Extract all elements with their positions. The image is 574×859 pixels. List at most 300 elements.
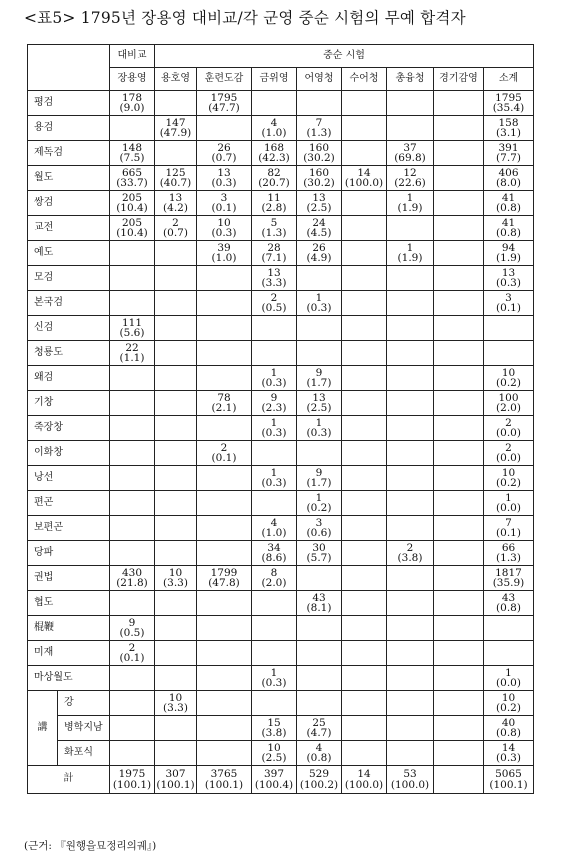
table-row [28,166,534,191]
percent-value: (2.1) [211,402,237,414]
empty-cell [434,691,484,716]
row-label: 기창 [28,391,110,416]
empty-cell [434,316,484,341]
percent-value: (1.7) [306,477,332,489]
percent-value: (0.2) [496,702,521,714]
empty-cell [434,541,484,566]
empty-cell [197,591,252,616]
row-label: 강 [58,691,110,716]
percent-value: (1.1) [119,352,145,364]
empty-cell [110,416,155,441]
value-cell [484,291,534,316]
empty-cell [155,491,197,516]
percent-value: (0.7) [211,152,237,164]
value-cell [197,216,252,241]
empty-cell [155,591,197,616]
percent-value: (0.3) [496,277,521,289]
percent-value: (0.1) [496,527,521,539]
percent-value: (47.7) [208,102,240,114]
count-value: 24 [312,216,326,229]
empty-cell [110,691,155,716]
column-header: 경기감영 [434,68,484,91]
empty-cell [252,691,297,716]
percent-value: (0.3) [496,752,521,764]
percent-value: (100.0) [390,778,430,791]
count-value: 1795 [495,91,522,104]
count-value: 82 [267,166,281,179]
row-label: 화포식 [58,741,110,766]
empty-cell [387,91,434,116]
value-cell [155,166,197,191]
percent-value: (20.7) [258,177,290,189]
table-row [28,341,534,366]
row-label: 보편곤 [28,516,110,541]
percent-value: (7.7) [496,152,521,164]
count-value: 125 [165,166,186,179]
value-cell [484,491,534,516]
value-cell [297,516,342,541]
empty-cell [297,441,342,466]
group-header-jungsun: 중순 시험 [155,45,534,68]
empty-cell [387,116,434,141]
empty-cell [110,491,155,516]
empty-cell [155,416,197,441]
count-value: 34 [267,541,281,554]
value-cell [484,591,534,616]
percent-value: (0.5) [119,627,145,639]
count-value: 13 [267,266,281,279]
count-value: 3 [220,191,228,204]
empty-cell [110,291,155,316]
empty-cell [197,416,252,441]
empty-cell [434,341,484,366]
value-cell [484,91,534,116]
results-table [27,44,534,794]
value-cell [297,191,342,216]
table-row [28,641,534,666]
percent-value: (100.1) [156,778,195,791]
percent-value: (0.5) [261,302,287,314]
count-value: 9 [315,466,323,479]
empty-cell [197,741,252,766]
empty-cell [434,666,484,691]
count-value: 391 [498,141,519,154]
value-cell [484,241,534,266]
empty-cell [155,541,197,566]
empty-cell [434,741,484,766]
value-cell [252,741,297,766]
value-cell [484,466,534,491]
value-cell [297,466,342,491]
group-header-daebigyo: 대비교 [110,45,155,68]
table-row [28,541,534,566]
empty-cell [342,616,387,641]
empty-cell [297,91,342,116]
value-cell [297,291,342,316]
value-cell [252,116,297,141]
percent-value: (1.9) [496,252,521,264]
empty-cell [342,591,387,616]
empty-cell [110,116,155,141]
empty-cell [434,516,484,541]
count-value: 2 [505,416,512,429]
value-cell [252,416,297,441]
percent-value: (100.0) [344,177,384,189]
row-label: 편곤 [28,491,110,516]
value-cell [484,366,534,391]
percent-value: (0.3) [211,177,237,189]
value-cell [297,541,342,566]
count-value: 178 [121,91,143,104]
value-cell [387,141,434,166]
count-value: 1 [270,666,278,679]
total-row [28,766,534,794]
empty-cell [252,491,297,516]
row-label: 청룡도 [28,341,110,366]
percent-value: (0.8) [496,202,521,214]
value-cell [155,566,197,591]
count-value: 3765 [210,768,238,780]
percent-value: (0.3) [306,427,332,439]
count-value: 13 [168,191,183,204]
value-cell [110,616,155,641]
empty-cell [434,391,484,416]
count-value: 10 [267,741,281,754]
row-label: 본국검 [28,291,110,316]
empty-cell [110,441,155,466]
empty-cell [155,266,197,291]
value-cell [297,766,342,794]
value-cell [484,141,534,166]
empty-cell [434,641,484,666]
empty-cell [252,316,297,341]
value-cell [110,141,155,166]
empty-cell [342,291,387,316]
value-cell [252,566,297,591]
row-label: 棍鞭 [28,616,110,641]
count-value: 205 [121,191,143,204]
count-value: 15 [267,716,281,729]
percent-value: (1.0) [261,127,287,139]
percent-value: (1.0) [211,252,237,264]
percent-value: (69.8) [394,152,426,164]
percent-value: (5.6) [119,327,145,339]
empty-cell [342,691,387,716]
empty-cell [252,441,297,466]
percent-value: (0.2) [306,502,332,514]
count-value: 78 [217,391,231,404]
percent-value: (22.6) [394,177,426,189]
count-value: 4 [270,516,278,529]
value-cell [110,191,155,216]
row-label: 평검 [28,91,110,116]
count-value: 529 [308,768,330,780]
value-cell [387,166,434,191]
empty-cell [387,466,434,491]
percent-value: (3.8) [261,727,287,739]
value-cell [252,716,297,741]
empty-cell [387,516,434,541]
empty-cell [387,316,434,341]
percent-value: (100.1) [204,778,244,791]
count-value: 1 [505,491,512,504]
count-value: 1 [406,241,414,254]
empty-cell [434,241,484,266]
value-cell [197,141,252,166]
percent-value: (0.3) [261,677,287,689]
percent-value: (4.2) [163,202,188,214]
empty-cell [155,341,197,366]
percent-value: (2.5) [261,752,287,764]
count-value: 665 [121,166,143,179]
empty-cell [110,466,155,491]
count-value: 41 [501,191,516,204]
table-row [28,91,534,116]
row-label: 왜검 [28,366,110,391]
empty-cell [297,566,342,591]
percent-value: (8.0) [496,177,521,189]
empty-cell [155,316,197,341]
table-row [28,466,534,491]
percent-value: (0.0) [496,502,521,514]
empty-cell [434,216,484,241]
count-value: 160 [308,166,330,179]
empty-cell [342,191,387,216]
count-value: 14 [357,166,371,179]
value-cell [252,266,297,291]
count-value: 3 [505,291,512,304]
count-value: 2 [406,541,414,554]
empty-cell [342,716,387,741]
percent-value: (0.2) [496,477,521,489]
empty-cell [387,266,434,291]
value-cell [110,166,155,191]
empty-cell [110,266,155,291]
percent-value: (0.3) [261,427,287,439]
row-label: 모검 [28,266,110,291]
table-row [28,566,534,591]
count-value: 30 [312,541,326,554]
count-value: 2 [505,441,512,454]
count-value: 41 [501,216,516,229]
empty-cell [434,466,484,491]
count-value: 100 [498,391,519,404]
count-value: 430 [121,566,143,579]
count-value: 40 [501,716,516,729]
total-label: 計 [28,766,110,794]
empty-cell [484,316,534,341]
count-value: 1795 [210,91,238,104]
value-cell [297,166,342,191]
count-value: 53 [403,768,417,780]
empty-cell [155,516,197,541]
row-label: 미재 [28,641,110,666]
row-label: 월도 [28,166,110,191]
percent-value: (42.3) [258,152,290,164]
percent-value: (8.1) [306,602,332,614]
percent-value: (100.2) [299,778,339,791]
table-row [28,216,534,241]
empty-cell [342,316,387,341]
empty-cell [155,366,197,391]
empty-cell [110,591,155,616]
percent-value: (0.0) [496,677,521,689]
value-cell [484,116,534,141]
count-value: 168 [263,141,285,154]
table-title: <표5> 1795년 장용영 대비교/각 군영 중순 시험의 무예 합격자 [24,9,466,27]
row-label: 용검 [28,116,110,141]
percent-value: (2.0) [496,402,521,414]
empty-cell [110,391,155,416]
percent-value: (7.5) [119,152,145,164]
percent-value: (21.8) [116,577,148,589]
value-cell [484,166,534,191]
table-row [28,616,534,641]
value-cell [197,766,252,794]
empty-cell [434,716,484,741]
value-cell [387,541,434,566]
value-cell [252,666,297,691]
percent-value: (1.9) [397,252,423,264]
percent-value: (100.1) [112,778,152,791]
value-cell [155,216,197,241]
value-cell [297,716,342,741]
count-value: 406 [498,166,519,179]
count-value: 10 [501,466,516,479]
column-header: 장용영 [110,68,155,91]
percent-value: (10.4) [116,227,148,239]
value-cell [484,716,534,741]
value-cell [484,391,534,416]
count-value: 10 [501,366,516,379]
count-value: 1975 [118,768,146,780]
percent-value: (2.5) [306,402,332,414]
count-value: 39 [217,241,231,254]
value-cell [387,241,434,266]
count-value: 26 [312,241,326,254]
empty-cell [484,641,534,666]
count-value: 1 [315,416,323,429]
value-cell [484,766,534,794]
row-label: 병학지남 [58,716,110,741]
empty-cell [342,366,387,391]
count-value: 94 [501,241,516,254]
count-value: 111 [121,316,143,329]
empty-cell [197,691,252,716]
count-value: 43 [501,591,516,604]
table-row [28,716,534,741]
count-value: 397 [263,768,285,780]
value-cell [484,566,534,591]
percent-value: (2.8) [261,202,287,214]
percent-value: (1.0) [261,527,287,539]
value-cell [155,191,197,216]
empty-cell [197,366,252,391]
empty-cell [155,441,197,466]
count-value: 25 [312,716,326,729]
value-cell [297,141,342,166]
row-label: 쌍검 [28,191,110,216]
value-cell [252,766,297,794]
value-cell [110,641,155,666]
count-value: 14 [501,741,516,754]
percent-value: (0.1) [211,202,237,214]
value-cell [252,516,297,541]
row-label: 신검 [28,316,110,341]
empty-cell [197,516,252,541]
percent-value: (2.5) [306,202,332,214]
empty-cell [197,641,252,666]
value-cell [484,516,534,541]
empty-cell [387,716,434,741]
value-cell [197,91,252,116]
value-cell [110,766,155,794]
empty-cell [434,166,484,191]
percent-value: (1.3) [261,227,287,239]
empty-cell [387,666,434,691]
table-row [28,366,534,391]
empty-cell [434,441,484,466]
empty-cell [110,541,155,566]
value-cell [297,491,342,516]
row-label: 교전 [28,216,110,241]
percent-value: (0.1) [211,452,237,464]
value-cell [342,766,387,794]
empty-cell [342,541,387,566]
empty-cell [342,741,387,766]
percent-value: (47.8) [208,577,240,589]
empty-cell [197,666,252,691]
percent-value: (0.8) [306,752,332,764]
count-value: 37 [403,141,417,154]
count-value: 9 [315,366,323,379]
empty-cell [110,516,155,541]
count-value: 3 [315,516,323,529]
empty-cell [434,291,484,316]
value-cell [110,91,155,116]
value-cell [252,141,297,166]
value-cell [197,391,252,416]
table-row [28,116,534,141]
percent-value: (47.9) [159,127,192,139]
row-label: 마상월도 [28,666,110,691]
empty-cell [342,516,387,541]
value-cell [252,291,297,316]
value-cell [252,466,297,491]
empty-cell [155,641,197,666]
row-label: 죽장창 [28,416,110,441]
empty-cell [110,241,155,266]
count-value: 1817 [495,566,522,579]
empty-cell [387,366,434,391]
value-cell [297,216,342,241]
value-cell [484,441,534,466]
count-value: 1 [270,466,278,479]
empty-cell [297,666,342,691]
value-cell [197,441,252,466]
empty-cell [342,491,387,516]
empty-cell [297,691,342,716]
empty-cell [387,341,434,366]
value-cell [484,741,534,766]
empty-cell [434,416,484,441]
count-value: 7 [315,116,323,129]
empty-cell [387,391,434,416]
corner-cell [28,45,110,91]
percent-value: (0.8) [496,227,521,239]
percent-value: (4.7) [306,727,332,739]
empty-cell [197,466,252,491]
